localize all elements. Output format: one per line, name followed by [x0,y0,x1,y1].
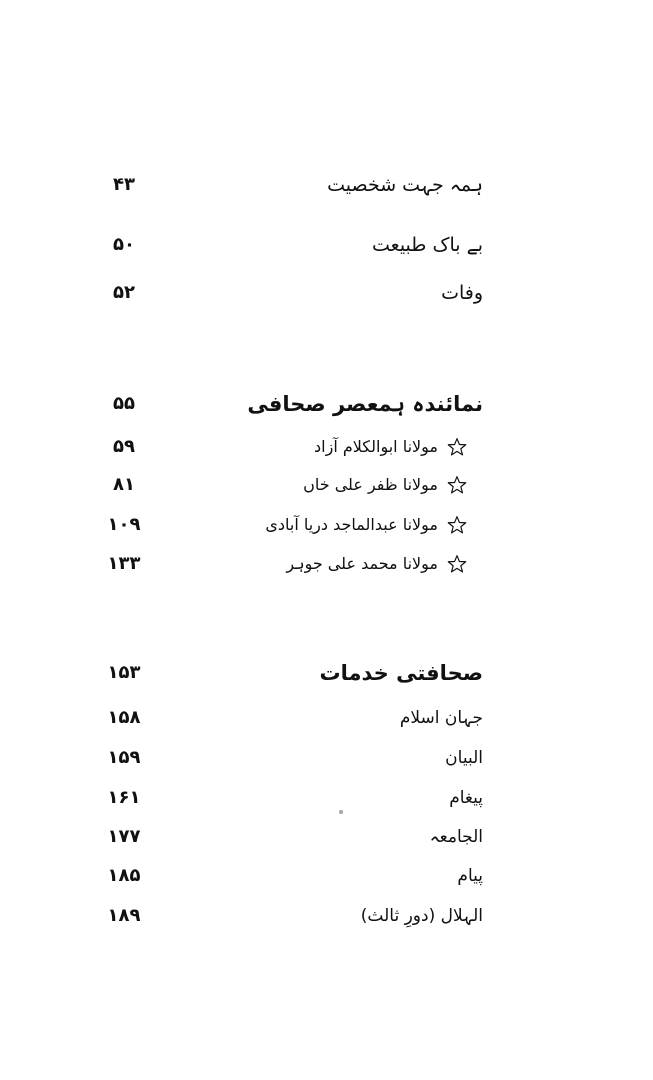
toc-entry [0,817,653,857]
toc-entry-title: البیان [445,748,483,768]
toc-entry-title: پیام [457,866,483,886]
toc-entry-page: ۱۳۳ [107,553,141,574]
toc-entry [0,165,653,205]
toc-entry [0,778,653,818]
toc-entry-page: ۵۲ [113,282,135,303]
toc-entry-page: ۱۵۸ [107,707,141,728]
toc-entry-title: مولانا عبدالماجد دریا آبادی [265,515,438,534]
scan-speck [339,810,343,814]
toc-entry-title: جہان اسلام [399,708,483,728]
toc-entry-page: ۸۱ [113,474,135,495]
toc-entry [0,427,653,467]
toc-entry-page: ۱۶۱ [107,787,141,808]
toc-entry [0,465,653,505]
toc-entry-title: مولانا ابوالکلام آزاد [314,437,438,456]
toc-entry [0,698,653,738]
toc-entry-page: ۴۳ [113,174,135,195]
star-outline-icon [447,437,467,457]
toc-entry-title: مولانا ظفر علی خاں [303,475,438,494]
star-outline-icon [447,554,467,574]
toc-entry [0,225,653,265]
toc-entry [0,856,653,896]
toc-entry-page: ۱۰۹ [107,514,141,535]
section-heading-page: ۱۵۳ [107,662,141,683]
toc-entry-page: ۵۹ [113,436,135,457]
toc-entry-title: پیغام [449,788,483,808]
section-heading-title: صحافتی خدمات [319,661,483,685]
toc-entry-page: ۱۷۷ [107,826,141,847]
toc-entry [0,273,653,313]
toc-entry-title: ہمہ جہت شخصیت [327,174,483,196]
toc-entry-title: مولانا محمد علی جوہر [286,554,438,573]
toc-entry-title: الجامعہ [429,827,483,847]
toc-entry-title: الہلال (دورِ ثالث) [360,906,483,926]
section-heading-page: ۵۵ [113,393,135,414]
toc-entry [0,544,653,584]
toc-section-heading [0,653,653,693]
toc-entry-page: ۵۰ [113,234,135,255]
toc-entry [0,738,653,778]
toc-entry-page: ۱۵۹ [107,747,141,768]
toc-entry-page: ۱۸۵ [107,865,141,886]
star-outline-icon [447,515,467,535]
toc-section-heading [0,384,653,424]
toc-entry [0,505,653,545]
section-heading-title: نمائندہ ہمعصر صحافی [247,392,483,416]
toc-entry-title: وفات [441,282,483,304]
toc-entry-page: ۱۸۹ [107,905,141,926]
toc-entry-title: بے باک طبیعت [372,234,483,256]
star-outline-icon [447,475,467,495]
toc-entry [0,896,653,936]
